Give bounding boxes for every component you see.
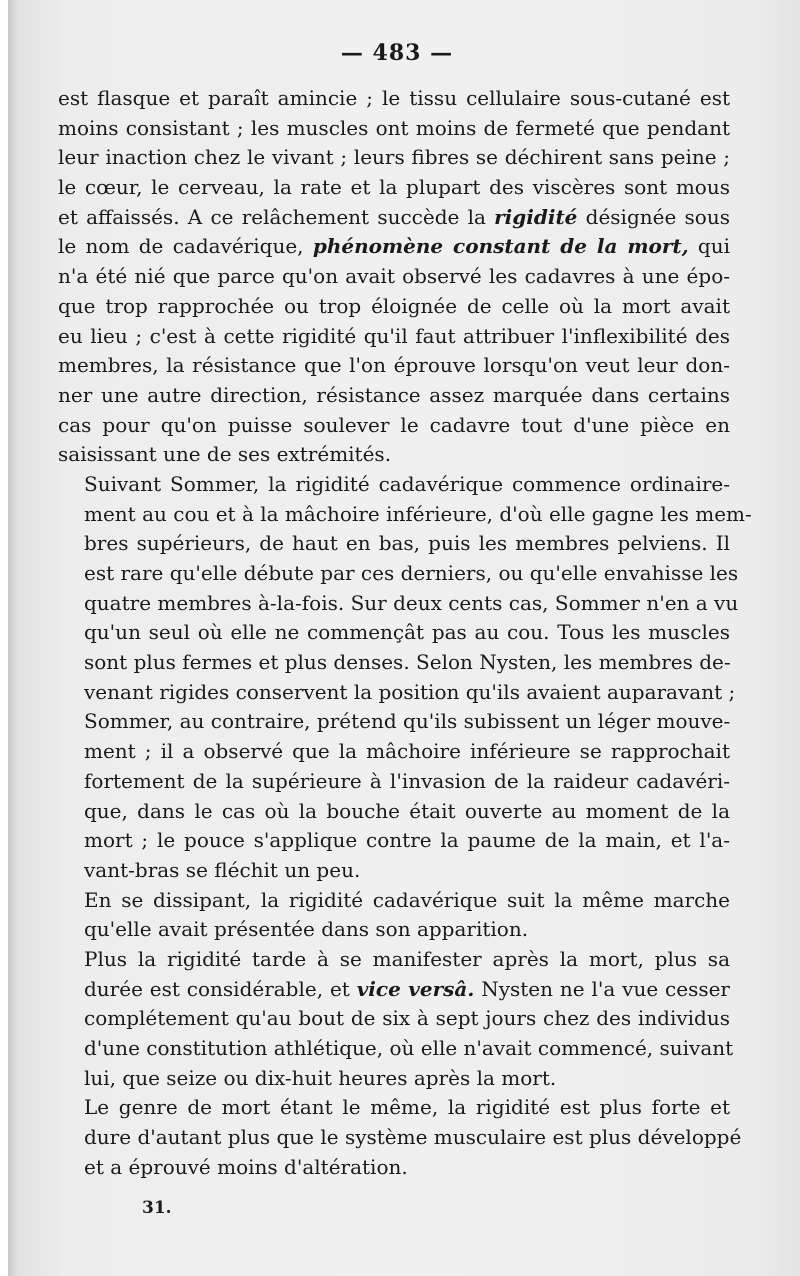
- text-line: leur inaction chez le vivant ; leurs fibres se déchirent sans peine ;: [58, 145, 730, 170]
- paragraph: [58, 84, 730, 470]
- paragraph: [58, 886, 730, 945]
- text-line: complétement qu'au bout de six à sept jours chez des individus: [84, 1006, 730, 1031]
- text-line: que, dans le cas où la bouche était ouverte au moment de la: [84, 798, 730, 823]
- text-line: ment au cou et à la mâchoire inférieure, d'où elle gagne les mem-: [84, 501, 752, 526]
- text-line: Suivant Sommer, la rigidité cadavérique commence ordinaire-: [84, 471, 730, 496]
- book-page: [8, 0, 800, 1276]
- text-line: quatre membres à-la-fois. Sur deux cents cas, Sommer n'en a vu: [84, 590, 739, 615]
- text-line: le nom de cadavérique, phénomène constant de la mort, qui: [58, 234, 731, 259]
- text-line: Le genre de mort étant le même, la rigidité est plus forte et: [84, 1095, 730, 1120]
- text-line: n'a été nié que parce qu'on avait observé les cadavres à une épo-: [58, 264, 730, 289]
- text-line: cas pour qu'on puisse soulever le cadavre tout d'une pièce en: [58, 412, 730, 437]
- text-line: est rare qu'elle débute par ces derniers, ou qu'elle envahisse les: [84, 561, 739, 585]
- paragraph: [58, 945, 734, 1093]
- text-line: durée est considérable, et vice versâ. Nysten ne l'a vue cesser: [84, 976, 730, 1001]
- text-line: bres supérieurs, de haut en bas, puis les membres pelviens. Il: [84, 531, 730, 556]
- body-text: [58, 84, 752, 1182]
- text-line: Plus la rigidité tarde à se manifester après la mort, plus sa: [84, 946, 730, 971]
- text-line: eu lieu ; c'est à cette rigidité qu'il faut attribuer l'inflexibilité des: [58, 323, 730, 348]
- text-block: [58, 36, 752, 1182]
- text-line: le cœur, le cerveau, la rate et la plupart des viscères sont mous: [58, 175, 730, 200]
- text-line: fortement de la supérieure à l'invasion de la raideur cadavéri-: [84, 768, 730, 793]
- page-number: — 483 —: [340, 40, 454, 66]
- text-line: ner une autre direction, résistance assez marquée dans certains: [58, 382, 730, 407]
- text-line: est flasque et paraît amincie ; le tissu cellulaire sous-cutané est: [58, 86, 730, 110]
- text-line: qu'un seul où elle ne commençât pas au cou. Tous les muscles: [84, 620, 730, 645]
- text-line: dure d'autant plus que le système musculaire est plus développé: [84, 1125, 742, 1150]
- text-line: membres, la résistance que l'on éprouve lorsqu'on veut leur don-: [58, 353, 730, 378]
- paragraph: [58, 470, 752, 886]
- paragraph: [58, 1093, 742, 1182]
- text-line: vant-bras se fléchit un peu.: [84, 857, 361, 882]
- text-line: sont plus fermes et plus denses. Selon Nysten, les membres de-: [84, 650, 731, 675]
- text-line: mort ; le pouce s'applique contre la paume de la main, et l'a-: [84, 828, 730, 853]
- text-line: moins consistant ; les muscles ont moins de fermeté que pendant: [58, 115, 730, 140]
- text-line: lui, que seize ou dix-huit heures après la mort.: [84, 1065, 557, 1090]
- text-line: Sommer, au contraire, prétend qu'ils subissent un léger mouve-: [84, 709, 731, 734]
- text-line: d'une constitution athlétique, où elle n'avait commencé, suivant: [84, 1036, 734, 1060]
- text-line: saisissant une de ses extrémités.: [58, 442, 392, 467]
- text-line: et affaissés. A ce relâchement succède la rigidité désignée sous: [58, 204, 730, 229]
- text-line: ment ; il a observé que la mâchoire inférieure se rapprochait: [84, 739, 730, 764]
- text-line: qu'elle avait présentée dans son apparition.: [84, 917, 529, 942]
- text-line: En se dissipant, la rigidité cadavérique suit la même marche: [84, 887, 730, 912]
- text-line: venant rigides conservent la position qu'ils avaient auparavant ;: [84, 679, 736, 704]
- text-line: et a éprouvé moins d'altération.: [84, 1154, 408, 1179]
- signature-mark: 31.: [142, 1198, 172, 1218]
- text-line: que trop rapprochée ou trop éloignée de celle où la mort avait: [58, 293, 730, 318]
